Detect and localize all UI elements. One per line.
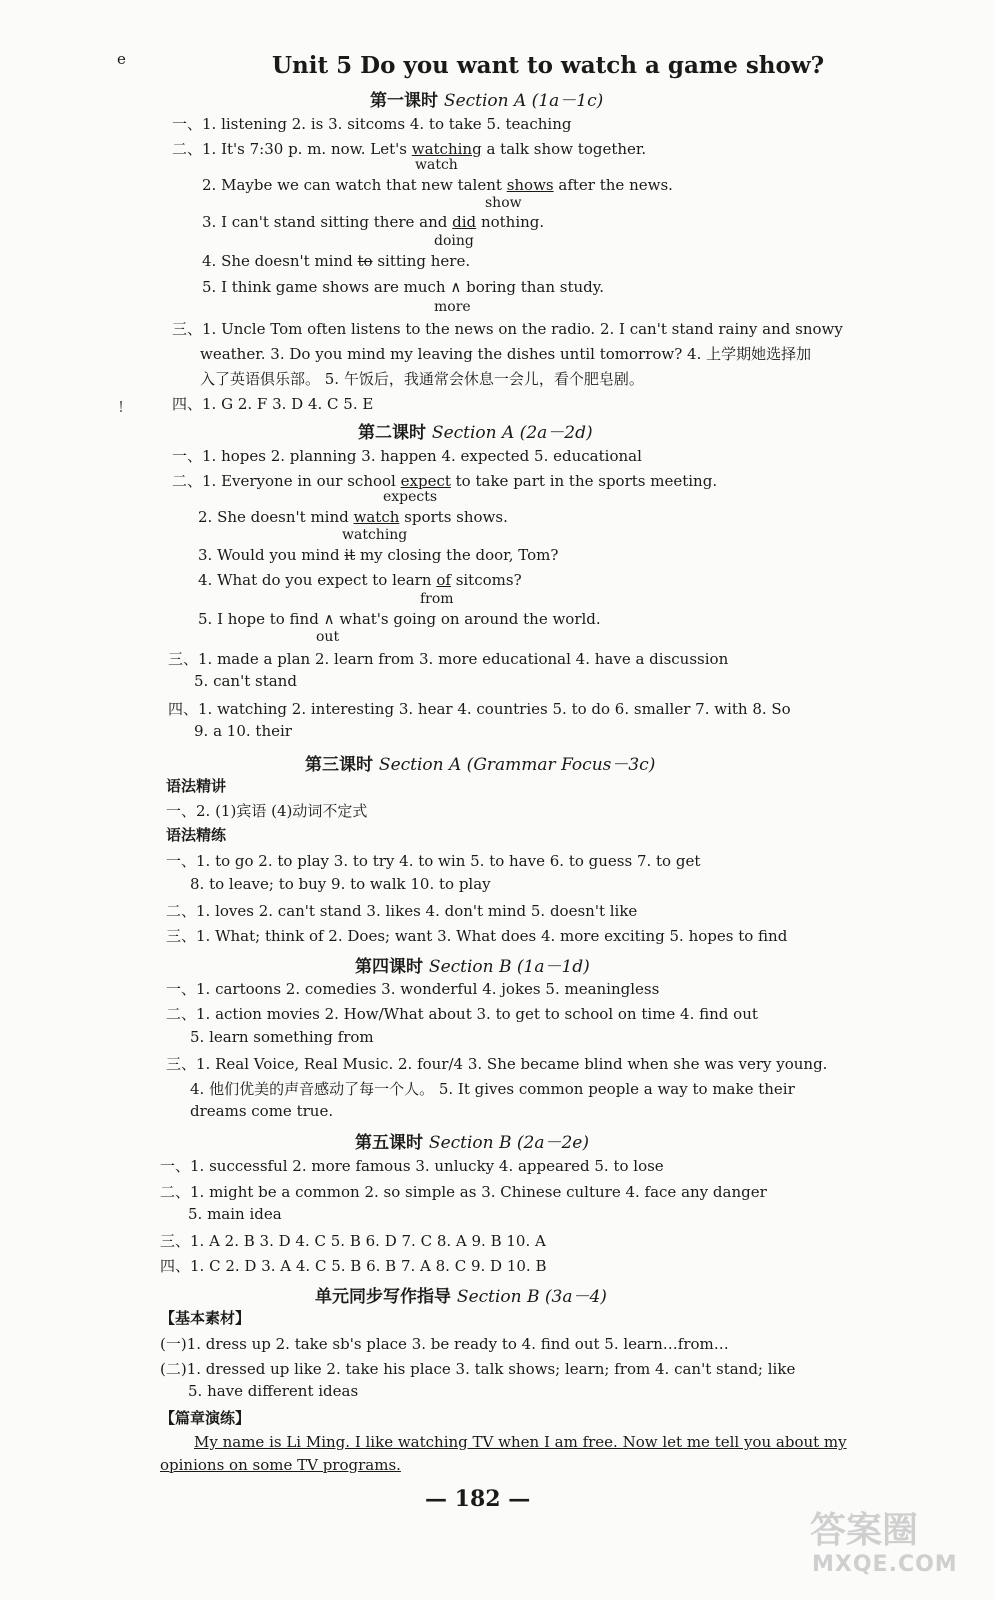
- line-text: nothing.: [480, 213, 545, 231]
- lesson5-line-4: 三、1. A 2. B 3. D 4. C 5. B 6. D 7. C 8. A 9. B 10. A: [160, 1232, 546, 1250]
- lesson3-line-3: 8. to leave; to buy 9. to walk 10. to play: [190, 875, 491, 893]
- line-text: sitting here.: [377, 252, 471, 270]
- lesson5-heading: [355, 1128, 589, 1153]
- lesson3-line-4: 二、1. loves 2. can't stand 3. likes 4. don't mind 5. doesn't like: [166, 902, 638, 920]
- lesson4-heading: [355, 952, 590, 977]
- correction-word: doing: [434, 233, 474, 249]
- lesson5-line-3: 5. main idea: [188, 1205, 282, 1223]
- lesson3-heading: [305, 750, 655, 775]
- page-number: — 182 —: [425, 1486, 531, 1512]
- lesson4-line-4: 三、1. Real Voice, Real Music. 2. four/4 3. She became blind when she was very young.: [166, 1055, 828, 1073]
- lesson2-line-8: 5. can't stand: [194, 672, 297, 690]
- lesson2-line-5: [198, 571, 522, 589]
- lesson1-line-1: 一、1. listening 2. is 3. sitcoms 4. to take 5. teaching: [172, 115, 572, 133]
- lesson5-line-1: 一、1. successful 2. more famous 3. unlucky 4. appeared 5. to lose: [160, 1157, 664, 1175]
- lesson1-line-3: [202, 176, 673, 194]
- writing-heading-section: Section B (3a－4): [456, 1287, 607, 1307]
- error-word: watch: [353, 508, 400, 526]
- grammar-explanation-label: 语法精讲: [166, 777, 227, 795]
- lesson2-line-7: 三、1. made a plan 2. learn from 3. more educational 4. have a discussion: [168, 650, 729, 668]
- lesson1-line-6: 5. I think game shows are much ∧ boring than study.: [202, 278, 605, 296]
- correction-word: show: [485, 195, 522, 211]
- lesson2-line-1: 一、1. hopes 2. planning 3. happen 4. expected 5. educational: [172, 447, 642, 465]
- lesson5-line-5: 四、1. C 2. D 3. A 4. C 5. B 6. B 7. A 8. C 9. D 10. B: [160, 1257, 547, 1275]
- correction-word: more: [434, 299, 471, 315]
- lesson4-heading-section: Section B (1a－1d): [428, 957, 590, 977]
- correction-word: watch: [415, 157, 458, 173]
- lesson1-line-5: [202, 252, 470, 270]
- error-word: shows: [506, 176, 554, 194]
- lesson3-line-5: 三、1. What; think of 2. Does; want 3. What does 4. more exciting 5. hopes to find: [166, 927, 788, 945]
- line-text: my closing the door, Tom?: [359, 546, 559, 564]
- lesson2-heading: [358, 418, 593, 443]
- lesson3-line-2: 一、1. to go 2. to play 3. to try 4. to win 5. to have 6. to guess 7. to get: [166, 852, 701, 870]
- page-title: Unit 5 Do you want to watch a game show?: [272, 52, 825, 79]
- lesson1-line-8: weather. 3. Do you mind my leaving the dishes until tomorrow? 4. 上学期她选择加: [200, 345, 812, 363]
- lesson2-heading-text: 第二课时: [358, 423, 426, 443]
- lesson3-heading-text: 第三课时: [305, 755, 373, 775]
- lesson1-heading-section: Section A (1a－1c): [443, 91, 604, 111]
- basic-materials-label: 【基本素材】: [160, 1309, 251, 1327]
- lesson1-line-7: 三、1. Uncle Tom often listens to the news on the radio. 2. I can't stand rainy and snowy: [172, 320, 843, 338]
- lesson2-line-10: 9. a 10. their: [194, 722, 292, 740]
- writing-heading-text: 单元同步写作指导: [315, 1287, 451, 1307]
- line-text: 2. She doesn't mind: [198, 508, 349, 526]
- lesson1-line-4: [202, 213, 544, 231]
- lesson1-line-10: 四、1. G 2. F 3. D 4. C 5. E: [172, 395, 374, 413]
- lesson4-heading-text: 第四课时: [355, 957, 423, 977]
- lesson2-line-4: [198, 546, 558, 564]
- lesson2-line-3: [198, 508, 508, 526]
- line-text: sports shows.: [404, 508, 508, 526]
- writing-heading: [315, 1282, 607, 1307]
- lesson5-line-2: 二、1. might be a common 2. so simple as 3. Chinese culture 4. face any danger: [160, 1183, 767, 1201]
- lesson4-line-1: 一、1. cartoons 2. comedies 3. wonderful 4. jokes 5. meaningless: [166, 980, 660, 998]
- lesson5-heading-text: 第五课时: [355, 1133, 423, 1153]
- error-word: expect: [400, 472, 451, 490]
- line-text: 3. Would you mind: [198, 546, 340, 564]
- writing-line-5: opinions on some TV programs.: [160, 1456, 401, 1474]
- line-text: 2. Maybe we can watch that new talent: [202, 176, 502, 194]
- margin-mark: !: [118, 398, 125, 416]
- watermark-logo: 答案圈: [810, 1510, 919, 1551]
- writing-line-4: My name is Li Ming. I like watching TV when I am free. Now let me tell you about my: [194, 1433, 847, 1451]
- lesson2-line-9: 四、1. watching 2. interesting 3. hear 4. countries 5. to do 6. smaller 7. with 8. So: [168, 700, 791, 718]
- watermark-url: MXQE.COM: [812, 1552, 958, 1577]
- lesson1-heading: [370, 86, 603, 111]
- lesson1-line-9: 入了英语俱乐部。 5. 午饭后，我通常会休息一会儿，看个肥皂剧。: [200, 370, 644, 388]
- writing-line-1: (一)1. dress up 2. take sb's place 3. be ready to 4. find out 5. learn…from…: [160, 1335, 729, 1353]
- corner-mark: e: [117, 50, 126, 68]
- lesson2-heading-section: Section A (2a－2d): [431, 423, 593, 443]
- lesson1-line-2: [172, 138, 646, 159]
- passage-practice-label: 【篇章演练】: [160, 1409, 251, 1427]
- lesson4-line-2: 二、1. action movies 2. How/What about 3. to get to school on time 4. find out: [166, 1005, 758, 1023]
- correction-word: watching: [342, 527, 408, 543]
- correction-word: expects: [383, 489, 438, 505]
- line-text: 二、1. Everyone in our school: [172, 472, 396, 490]
- correction-word: out: [316, 629, 340, 645]
- lesson3-heading-section: Section A (Grammar Focus－3c): [378, 755, 656, 775]
- grammar-practice-label: 语法精练: [166, 826, 227, 844]
- line-text: after the news.: [558, 176, 673, 194]
- lesson1-heading-text: 第一课时: [370, 91, 438, 111]
- line-text: 4. She doesn't mind: [202, 252, 353, 270]
- error-word: did: [452, 213, 477, 231]
- correction-word: from: [420, 591, 454, 607]
- lesson2-line-2: [172, 470, 717, 491]
- error-word: watching: [411, 140, 482, 158]
- lesson4-line-6: dreams come true.: [190, 1102, 334, 1120]
- line-text: 二、1. It's 7:30 p. m. now. Let's: [172, 140, 407, 158]
- line-text: to take part in the sports meeting.: [455, 472, 718, 490]
- error-word: of: [436, 571, 451, 589]
- lesson4-line-3: 5. learn something from: [190, 1028, 374, 1046]
- writing-line-2: (二)1. dressed up like 2. take his place 3. talk shows; learn; from 4. can't stand; like: [160, 1360, 796, 1378]
- line-text: sitcoms?: [455, 571, 522, 589]
- line-text: 4. What do you expect to learn: [198, 571, 432, 589]
- line-text: 3. I can't stand sitting there and: [202, 213, 448, 231]
- lesson2-line-6: 5. I hope to find ∧ what's going on around the world.: [198, 610, 601, 628]
- writing-line-3: 5. have different ideas: [188, 1382, 359, 1400]
- deleted-word: it: [344, 546, 356, 564]
- line-text: a talk show together.: [486, 140, 647, 158]
- lesson3-line-1: 一、2. (1)宾语 (4)动词不定式: [166, 802, 368, 820]
- lesson4-line-5: 4. 他们优美的声音感动了每一个人。 5. It gives common people a way to make their: [190, 1080, 795, 1098]
- lesson5-heading-section: Section B (2a－2e): [428, 1133, 589, 1153]
- deleted-word: to: [357, 252, 373, 270]
